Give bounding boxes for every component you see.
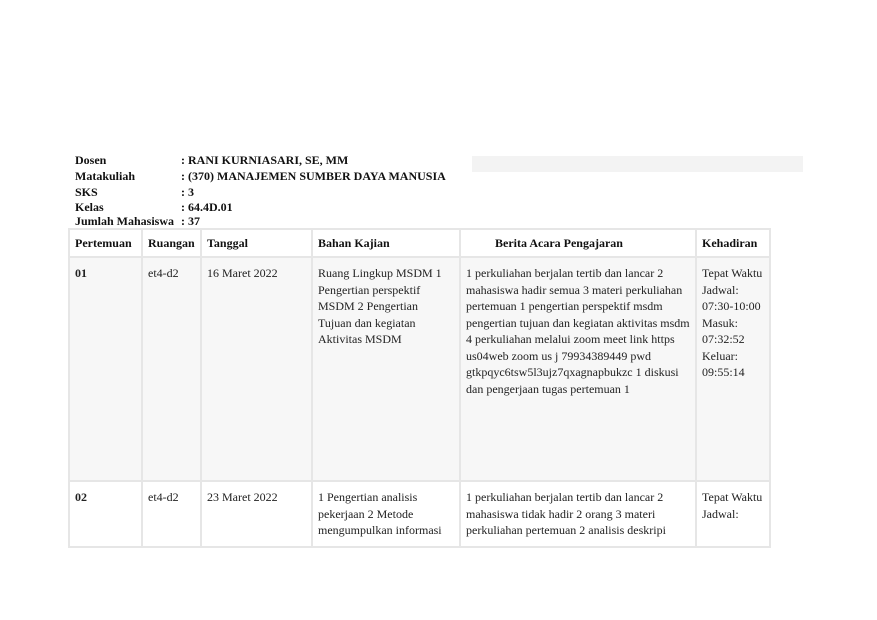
dosen-value: : RANI KURNIASARI, SE, MM: [181, 153, 349, 167]
cell-kehadiran: Tepat Waktu Jadwal: 07:30-10:00 Masuk: 07:32:52 Keluar: 09:55:14: [696, 257, 770, 481]
table-header-row: [69, 229, 770, 257]
matakuliah-row: [75, 168, 446, 184]
col-header-kehadiran: Kehadiran: [696, 229, 770, 257]
cell-berita: 1 perkuliahan berjalan tertib dan lancar 2 mahasiswa tidak hadir 2 orang 3 materi perkuliahan pertemuan 2 analisis deskripi: [460, 481, 696, 547]
cell-bahan: 1 Pengertian analisis pekerjaan 2 Metode mengumpulkan informasi: [312, 481, 460, 547]
dosen-label: Dosen: [75, 153, 107, 167]
sks-value: : 3: [181, 185, 194, 199]
cell-kehadiran: Tepat Waktu Jadwal:: [696, 481, 770, 547]
table-row: [69, 481, 770, 547]
dosen-row: [75, 152, 446, 168]
sks-row: [75, 184, 446, 200]
cell-berita: 1 perkuliahan berjalan tertib dan lancar 2 mahasiswa hadir semua 3 materi perkuliahan pertemuan 1 pengertian perspektif msdm pengertian tujuan dan kegiatan aktivitas msdm 4 perkuliahan melalui zoom meet link https us04web zoom us j 79934389449 pwd gtkpqyc6tsw5l3ujz7qxagnapbukzc 1 diskusi dan pengerjaan tugas pertemuan 1: [460, 257, 696, 481]
cell-tanggal: 16 Maret 2022: [201, 257, 312, 481]
cell-tanggal: 23 Maret 2022: [201, 481, 312, 547]
kelas-label: Kelas: [75, 200, 104, 214]
header-shade: [472, 156, 803, 172]
col-header-berita: Berita Acara Pengajaran: [460, 229, 696, 257]
col-header-bahan: Bahan Kajian: [312, 229, 460, 257]
attendance-table: [68, 228, 771, 548]
jumlah-label: Jumlah Mahasiswa: [75, 214, 175, 228]
kelas-row: [75, 200, 446, 214]
cell-ruangan: et4-d2: [142, 257, 201, 481]
table-row: [69, 257, 770, 481]
matakuliah-label: Matakuliah: [75, 169, 136, 183]
jumlah-value: : 37: [181, 214, 200, 228]
cell-pertemuan: 01: [69, 257, 142, 481]
course-header: [75, 152, 446, 228]
cell-pertemuan: 02: [69, 481, 142, 547]
col-header-tanggal: Tanggal: [201, 229, 312, 257]
cell-bahan: Ruang Lingkup MSDM 1 Pengertian perspektif MSDM 2 Pengertian Tujuan dan kegiatan Aktivitas MSDM: [312, 257, 460, 481]
kelas-value: : 64.4D.01: [181, 200, 233, 214]
col-header-ruangan: Ruangan: [142, 229, 201, 257]
col-header-pertemuan: Pertemuan: [69, 229, 142, 257]
sks-label: SKS: [75, 185, 98, 199]
cell-ruangan: et4-d2: [142, 481, 201, 547]
jumlah-row: [75, 214, 446, 228]
matakuliah-value: : (370) MANAJEMEN SUMBER DAYA MANUSIA: [181, 169, 446, 183]
